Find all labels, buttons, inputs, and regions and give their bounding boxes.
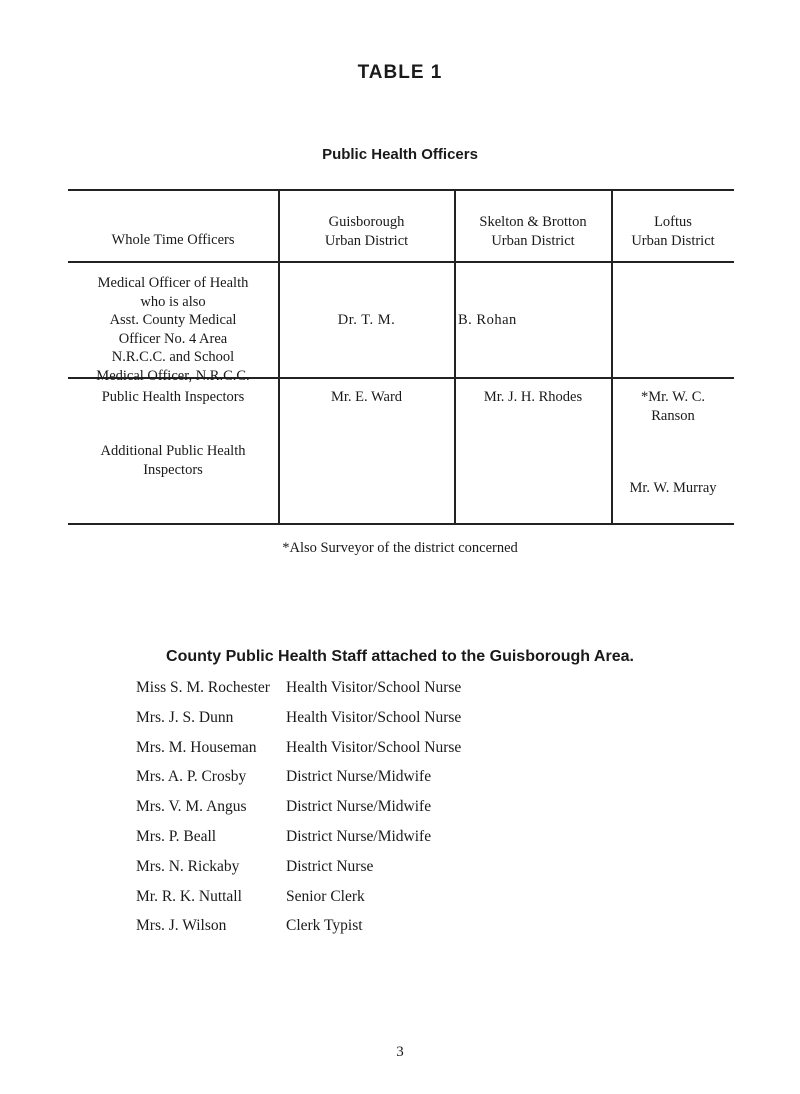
row-inspectors-label: Public Health Inspectors [101,389,245,405]
table-footnote: *Also Surveyor of the district concerned [282,540,518,556]
staff-name: Mrs. J. S. Dunn [136,708,234,726]
row-inspectors-skelton: Mr. J. H. Rhodes [483,389,583,405]
staff-name: Mrs. A. P. Crosby [136,768,247,786]
staff-heading: County Public Health Staff attached to the Guisborough Area. [166,648,634,665]
staff-role: District Nurse/Midwife [286,768,432,786]
row-additional-inspectors-label: Additional Public Health Inspectors [100,443,246,478]
staff-name: Mrs. M. Houseman [136,738,257,756]
row-medical-officer-skelton: B. Rohan [458,312,517,328]
staff-name: Mrs. V. M. Angus [136,798,247,816]
staff-role: Senior Clerk [286,887,365,905]
table-subtitle: Public Health Officers [322,146,478,163]
staff-name: Mrs. P. Beall [136,827,217,845]
staff-role: District Nurse [286,857,374,875]
table-bottom-rule [68,523,734,525]
row-inspectors-guisborough: Mr. E. Ward [330,389,403,405]
staff-role: District Nurse/Midwife [286,827,432,845]
header-loftus: Loftus Urban District [631,214,715,249]
staff-name: Mr. R. K. Nuttall [136,887,242,905]
staff-name: Mrs. J. Wilson [136,917,227,935]
staff-name: Mrs. N. Rickaby [136,857,240,875]
table-top-rule [68,189,734,191]
table-title: TABLE 1 [357,62,443,83]
staff-name: Miss S. M. Rochester [136,679,270,696]
table-header-rule [68,261,734,263]
header-skelton-brotton: Skelton & Brotton Urban District [479,214,587,249]
row-medical-officer-label: Medical Officer of Health who is also Asst. County Medical Officer No. 4 Area N.R.C.C. and School Medical Officer, N.R.C.C. [96,275,250,384]
staff-role: District Nurse/Midwife [286,798,432,816]
staff-role: Clerk Typist [286,917,363,935]
staff-role: Health Visitor/School Nurse [286,738,462,756]
row-inspectors-loftus: *Mr. W. C. Ranson [640,389,706,424]
header-whole-time-officers: Whole Time Officers [111,232,235,248]
row-medical-officer-guisborough: Dr. T. M. [337,312,396,328]
staff-role: Health Visitor/School Nurse [286,679,462,696]
page-number: 3 [396,1044,404,1060]
row-additional-inspectors-loftus: Mr. W. Murray [629,480,717,496]
staff-role: Health Visitor/School Nurse [286,708,462,726]
header-guisborough: Guisborough Urban District [324,214,409,249]
